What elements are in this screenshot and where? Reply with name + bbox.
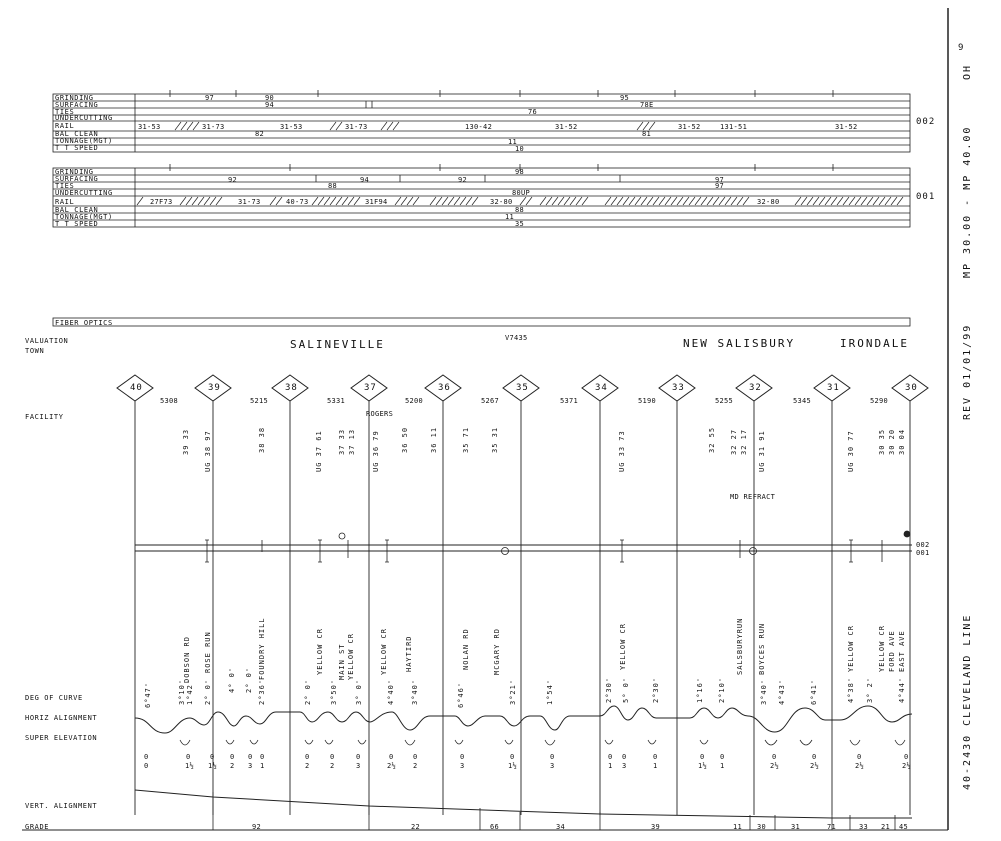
row-label-undercutting: UNDERCUTTING: [55, 189, 113, 197]
rail-value: 32-80: [490, 198, 513, 206]
se-bottom: 1½: [508, 762, 518, 770]
surfacing-value: 94: [265, 101, 275, 109]
curve-degree: 3°40': [760, 678, 768, 705]
crossing-name: YELLOW CR: [380, 628, 388, 675]
row-label-tt-speed: T T SPEED: [55, 220, 99, 228]
row-label-grinding: GRINDING: [55, 94, 94, 102]
row-label-tonnage: TONNAGE(MGT): [55, 213, 113, 221]
rail-value: 31-53: [138, 123, 161, 131]
grinding-value: 98: [515, 168, 525, 176]
row-label-ties: TIES: [55, 108, 75, 116]
tt-speed-value: 35: [515, 220, 525, 228]
revision-date: REV 01/01/99: [962, 323, 973, 420]
curve-degree: 4°44': [898, 676, 906, 703]
row-label-bal-clean: BAL CLEAN: [55, 206, 99, 214]
town-label: TOWN: [25, 347, 45, 355]
rail-value: 32-80: [757, 198, 780, 206]
curve-degree: 6°47': [144, 681, 152, 708]
crossing-name: YELLOW CR: [316, 628, 324, 675]
se-top: 0: [144, 753, 149, 761]
rogers-label: ROGERS: [366, 410, 394, 418]
bal-clean-value: 81: [642, 130, 652, 138]
facility-code: UG 30 77: [847, 430, 855, 472]
se-bottom: 2: [413, 762, 418, 770]
se-top: 0: [389, 753, 394, 761]
se-bottom: 1: [260, 762, 265, 770]
deg-of-curve-label: DEG OF CURVE: [25, 694, 83, 702]
rail-value: 31-52: [555, 123, 578, 131]
track-001-label: 001: [916, 192, 936, 202]
row-label-tt-speed: T T SPEED: [55, 144, 99, 152]
se-bottom: 2½: [810, 762, 820, 770]
grade-value: 45: [899, 823, 909, 831]
surfacing-value: 92: [228, 176, 238, 184]
row-label-undercutting: UNDERCUTTING: [55, 114, 113, 122]
milepost-range: MP 30.00 - MP 40.00: [962, 125, 973, 278]
vert-alignment-label: VERT. ALIGNMENT: [25, 802, 98, 810]
crossing-name: DOBSON RD: [183, 636, 191, 683]
facility-code: 32 17: [740, 428, 748, 455]
milepost-number: 32: [749, 383, 762, 393]
facility-code: 30 20: [888, 428, 896, 455]
row-label-rail: RAIL: [55, 198, 75, 206]
row-label-surfacing: SURFACING: [55, 175, 99, 183]
curve-degree: 2°30': [605, 676, 613, 703]
se-top: 0: [857, 753, 862, 761]
grinding-value: 97: [205, 94, 215, 102]
curve-degree: 6°41': [810, 678, 818, 705]
se-bottom: 0: [144, 762, 149, 770]
fiber-optics-label: FIBER OPTICS: [55, 319, 113, 327]
valuation-number: 5215: [250, 397, 269, 405]
valuation-code: V7435: [505, 334, 528, 342]
facility-code: UG 38 97: [204, 430, 212, 472]
bal-clean-value: 82: [255, 130, 265, 138]
valuation-number: 5290: [870, 397, 889, 405]
ties-value: 88: [328, 182, 338, 190]
se-top: 0: [812, 753, 817, 761]
milepost-number: 30: [905, 383, 918, 393]
se-bottom: 1: [608, 762, 613, 770]
se-bottom: 1½: [185, 762, 195, 770]
se-top: 0: [305, 753, 310, 761]
curve-degree: 4°38': [847, 676, 855, 703]
se-top: 0: [413, 753, 418, 761]
rail-value: 31-52: [835, 123, 858, 131]
facility-code: UG 31 91: [758, 430, 766, 472]
se-bottom: 3: [248, 762, 253, 770]
crossing-name: MAIN ST: [338, 643, 346, 680]
se-top: 0: [653, 753, 658, 761]
tonnage-value: 11: [508, 138, 518, 146]
row-label-surfacing: SURFACING: [55, 101, 99, 109]
row-label-ties: TIES: [55, 182, 75, 190]
grade-value: 21: [881, 823, 891, 831]
se-bottom: 2: [230, 762, 235, 770]
town-name: SALINEVILLE: [290, 338, 385, 351]
milepost-number: 31: [827, 383, 840, 393]
tt-speed-value: 10: [515, 145, 525, 153]
crossing-name: BOYCES RUN: [758, 622, 766, 675]
se-bottom: 2: [305, 762, 310, 770]
grinding-value: 95: [620, 94, 630, 102]
curve-degree: 4°40': [387, 678, 395, 705]
se-top: 0: [186, 753, 191, 761]
milepost-number: 33: [672, 383, 685, 393]
se-bottom: 3: [356, 762, 361, 770]
super-elevation-label: SUPER ELEVATION: [25, 734, 98, 742]
facility-code: 35 31: [491, 426, 499, 453]
se-top: 0: [248, 753, 253, 761]
valuation-number: 5255: [715, 397, 734, 405]
facility-code: 38 38: [258, 426, 266, 453]
rail-value: 131-51: [720, 123, 748, 131]
surfacing-value: 92: [458, 176, 468, 184]
facility-code: 32 55: [708, 426, 716, 453]
se-top: 0: [720, 753, 725, 761]
rail-value: 31-73: [202, 123, 225, 131]
valuation-number: 5267: [481, 397, 500, 405]
crossing-name: SALSBURYRUN: [736, 617, 744, 675]
se-bottom: 1: [653, 762, 658, 770]
ties-value: 97: [715, 182, 725, 190]
rail-value: 31-53: [280, 123, 303, 131]
curve-degree: 2° 0': [304, 678, 312, 705]
row-label-grinding: GRINDING: [55, 168, 94, 176]
facility-label: FACILITY: [25, 413, 64, 421]
facility-code: UG 37 61: [315, 430, 323, 472]
facility-code: 36 11: [430, 426, 438, 453]
sheet-number: 9: [958, 43, 965, 53]
se-top: 0: [210, 753, 215, 761]
curve-degree: 2°10': [718, 676, 726, 703]
track-label: 001: [916, 549, 930, 557]
milepost-number: 37: [364, 383, 377, 393]
grade-value: 71: [827, 823, 837, 831]
grade-value: 39: [651, 823, 661, 831]
curve-degree: 2°30': [652, 676, 660, 703]
valuation-number: 5371: [560, 397, 579, 405]
grinding-value: 90: [265, 94, 275, 102]
curve-degree: 3°40': [411, 678, 419, 705]
grade-value: 34: [556, 823, 566, 831]
rail-value: 31-52: [678, 123, 701, 131]
valuation-number: 5331: [327, 397, 346, 405]
se-top: 0: [330, 753, 335, 761]
facility-code: UG 33 73: [618, 430, 626, 472]
curve-degree: 5° 0': [622, 676, 630, 703]
rail-value: 27F73: [150, 198, 173, 206]
curve-degree: 2° 0': [245, 666, 253, 693]
milepost-number: 34: [595, 383, 608, 393]
town-name: IRONDALE: [840, 337, 909, 350]
curve-degree: 1°42': [186, 678, 194, 705]
valuation-number: 5308: [160, 397, 179, 405]
crossing-name: NOLAN RD: [462, 628, 470, 670]
se-bottom: 2½: [387, 762, 397, 770]
se-top: 0: [260, 753, 265, 761]
grade-value: 30: [757, 823, 767, 831]
valuation-number: 5190: [638, 397, 657, 405]
grade-value: 33: [859, 823, 869, 831]
facility-code: 37 33: [338, 428, 346, 455]
curve-degree: 1°16': [696, 676, 704, 703]
crossing-name: ROSE RUN: [204, 631, 212, 673]
track-002-label: 002: [916, 117, 936, 127]
grade-value: 66: [490, 823, 500, 831]
crossing-name: FORD AVE: [888, 630, 896, 672]
se-bottom: 3: [550, 762, 555, 770]
curve-degree: 3°50': [330, 678, 338, 705]
se-top: 0: [904, 753, 909, 761]
facility-code: 36 50: [401, 426, 409, 453]
se-top: 0: [230, 753, 235, 761]
tonnage-value: 11: [505, 213, 515, 221]
grade-label: GRADE: [25, 823, 50, 831]
se-top: 0: [622, 753, 627, 761]
milepost-number: 39: [208, 383, 221, 393]
se-bottom: 2½: [902, 762, 912, 770]
facility-code: 35 71: [462, 426, 470, 453]
crossing-name: YELLOW CR: [847, 625, 855, 672]
se-bottom: 2½: [770, 762, 780, 770]
grade-value: 92: [252, 823, 262, 831]
ties-value: 76: [528, 108, 538, 116]
se-top: 0: [510, 753, 515, 761]
valuation-number: 5200: [405, 397, 424, 405]
curve-degree: 3° 0': [355, 678, 363, 705]
md-refract-label: MD REFRACT: [730, 493, 776, 501]
se-bottom: 3: [622, 762, 627, 770]
se-top: 0: [356, 753, 361, 761]
crossing-name: YELLOW CR: [619, 623, 627, 670]
crossing-name: HAYTIRD: [405, 635, 413, 672]
grade-value: 11: [733, 823, 743, 831]
se-bottom: 1: [720, 762, 725, 770]
facility-code: 37 13: [348, 428, 356, 455]
facility-code: 30 04: [898, 428, 906, 455]
rail-value: 31F94: [365, 198, 388, 206]
line-title: 40-2430 CLEVELAND LINE: [962, 613, 973, 790]
rail-value: 130-42: [465, 123, 493, 131]
oh-label: OH: [962, 63, 973, 80]
curve-degree: 2°36': [258, 678, 266, 705]
se-bottom: 2½: [855, 762, 865, 770]
curve-degree: 4°43': [778, 678, 786, 705]
surfacing-value: 78E: [640, 101, 654, 109]
crossing-name: FOUNDRY HILL: [258, 617, 266, 680]
town-name: NEW SALISBURY: [683, 337, 796, 350]
curve-degree: 4° 0': [228, 666, 236, 693]
milepost-number: 35: [516, 383, 529, 393]
surfacing-value: 97: [715, 176, 725, 184]
curve-degree: 2° 0': [204, 678, 212, 705]
milepost-number: 36: [438, 383, 451, 393]
se-top: 0: [772, 753, 777, 761]
facility-code: UG 36 79: [372, 430, 380, 472]
se-bottom: 2: [330, 762, 335, 770]
track-label: 002: [916, 541, 930, 549]
se-top: 0: [700, 753, 705, 761]
crossing-name: EAST AVE: [898, 630, 906, 672]
rail-value: 31-73: [238, 198, 261, 206]
row-label-bal-clean: BAL CLEAN: [55, 130, 99, 138]
valuation-number: 5345: [793, 397, 812, 405]
curve-degree: 1°54': [546, 678, 554, 705]
rail-value: 31-73: [345, 123, 368, 131]
undercutting-value: 80UP: [512, 189, 531, 197]
rail-value: 40-73: [286, 198, 309, 206]
horiz-alignment-label: HORIZ ALIGNMENT: [25, 714, 98, 722]
facility-code: 32 27: [730, 428, 738, 455]
curve-degree: 3° 2': [866, 676, 874, 703]
crossing-name: YELLOW CR: [878, 625, 886, 672]
curve-degree: 6°46': [457, 681, 465, 708]
valuation-label: VALUATION: [25, 337, 69, 345]
row-label-rail: RAIL: [55, 122, 75, 130]
curve-degree: 3°10': [178, 678, 186, 705]
curve-degree: 3°21': [509, 678, 517, 705]
grade-value: 31: [791, 823, 801, 831]
grade-value: 22: [411, 823, 421, 831]
se-bottom: 1½: [208, 762, 218, 770]
se-bottom: 3: [460, 762, 465, 770]
row-label-tonnage: TONNAGE(MGT): [55, 137, 113, 145]
se-bottom: 1½: [698, 762, 708, 770]
bal-clean-value: 88: [515, 206, 525, 214]
se-top: 0: [460, 753, 465, 761]
crossing-name: MCGARY RD: [493, 628, 501, 675]
facility-code: 39 33: [182, 428, 190, 455]
milepost-number: 38: [285, 383, 298, 393]
milepost-number: 40: [130, 383, 143, 393]
facility-code: 30 35: [878, 428, 886, 455]
se-top: 0: [608, 753, 613, 761]
surfacing-value: 94: [360, 176, 370, 184]
se-top: 0: [550, 753, 555, 761]
crossing-name: YELLOW CR: [347, 633, 355, 680]
